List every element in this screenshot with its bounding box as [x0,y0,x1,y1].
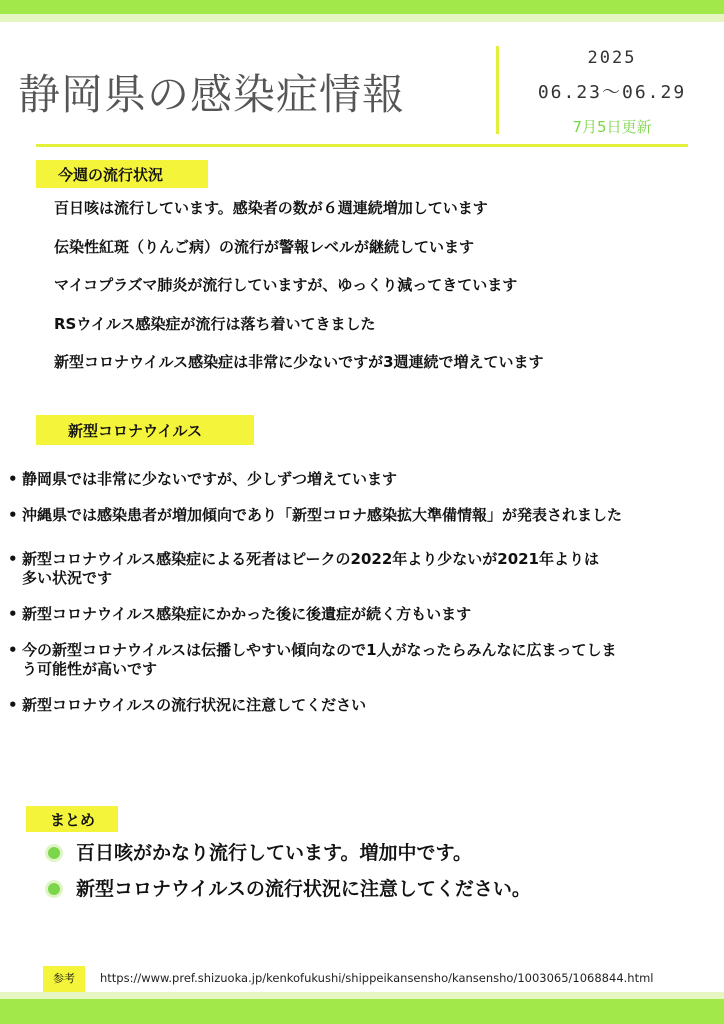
top-banner-light [0,14,724,22]
page-title: 静岡県の感染症情報 [18,70,406,119]
summary-list [46,838,531,910]
green-bullet-icon [48,883,60,895]
covid-item-line: 新型コロナウイルス感染症にかかった後に後遺症が続く方もいます [22,605,472,623]
green-bullet-icon [48,847,60,859]
reference-label: 参考 [43,966,85,992]
status-item: マイコプラズマ肺炎が流行していますが、ゆっくり減ってきています [54,276,518,294]
covid-item-line: 多い状況です [22,569,113,587]
covid-item-line: 静岡県では非常に少ないですが、少しずつ増えています [22,470,398,488]
bullet-dot: • [8,470,18,488]
summary-item [46,874,531,910]
bottom-banner [0,992,724,1024]
covid-item-line: 今の新型コロナウイルスは伝播しやすい傾向なので1人がなったらみんなに広まってしま [22,641,617,659]
bullet-dot: • [8,550,18,568]
report-year: 2025 [587,48,637,68]
covid-item [8,470,720,489]
bullet-dot: • [8,605,18,623]
reference-link[interactable]: https://www.pref.shizuoka.jp/kenkofukushi/shippeikansensho/kansensho/1003065/1068844.html [100,971,654,985]
summary-item [46,838,531,874]
summary-item-text: 新型コロナウイルスの流行状況に注意してください。 [76,878,531,900]
covid-item [8,696,720,715]
bullet-dot: • [8,506,18,524]
header-rule [36,144,688,147]
covid-item-line: 沖縄県では感染患者が増加傾向であり「新型コロナ感染拡大準備情報」が発表されました [22,506,623,524]
covid-item [8,641,720,679]
covid-item [8,605,720,624]
summary-heading: まとめ [26,806,118,832]
bullet-dot: • [8,641,18,659]
status-item: 百日咳は流行しています。感染者の数が６週連続増加しています [54,199,488,217]
bottom-banner-light [0,992,724,999]
bullet-dot: • [8,696,18,714]
weekly-status-list [54,194,544,387]
top-banner [0,0,724,22]
covid-heading: 新型コロナウイルス [36,415,254,445]
status-item: 伝染性紅斑（りんご病）の流行が警報レベルが継続しています [54,237,475,256]
updated-date: 7月5日更新 [572,118,652,136]
covid-item-line: 新型コロナウイルス感染症による死者はピークの2022年より少ないが2021年よりは [22,550,599,568]
status-item: RSウイルス感染症が流行は落ち着いてきました [54,314,376,333]
summary-item-text: 百日咳がかなり流行しています。増加中です。 [76,842,472,864]
bottom-banner-dark [0,999,724,1024]
top-banner-dark [0,0,724,14]
covid-item [8,506,720,525]
covid-item-line: う可能性が高いです [22,660,158,678]
covid-list [8,470,720,715]
weekly-status-heading: 今週の流行状況 [36,160,208,188]
status-item: 新型コロナウイルス感染症は非常に少ないですが3週連続で増えています [54,353,544,371]
report-date-range: 06.23～06.29 [537,82,687,103]
header-divider [496,46,499,134]
covid-item-line: 新型コロナウイルスの流行状況に注意してください [22,696,367,714]
covid-item [8,550,720,588]
